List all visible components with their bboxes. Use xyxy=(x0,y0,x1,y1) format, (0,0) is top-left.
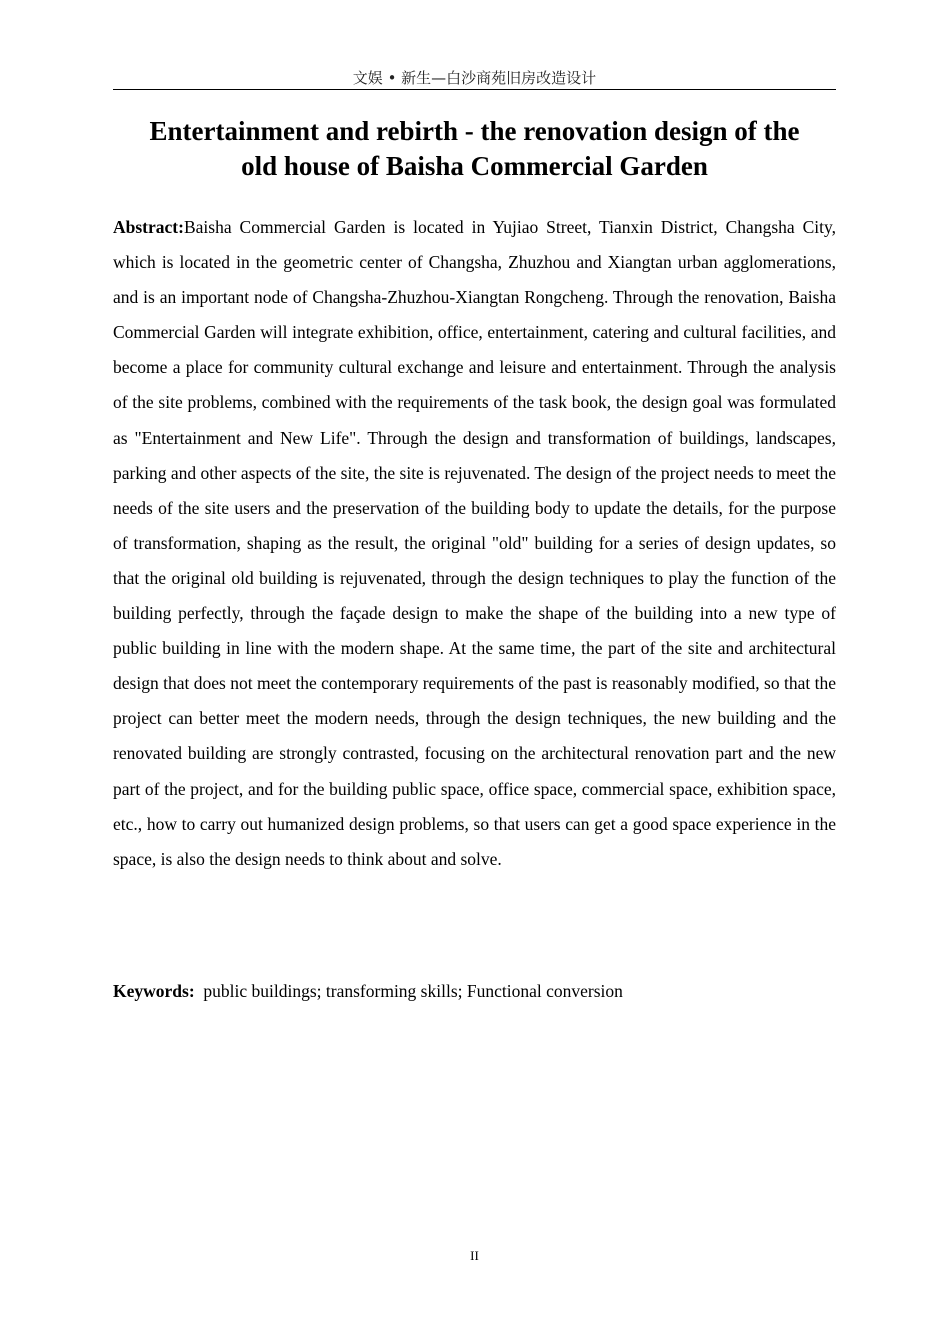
paper-title-line-1: Entertainment and rebirth - the renovation design of the xyxy=(149,116,800,146)
page-number: II xyxy=(470,1248,479,1263)
abstract-label: Abstract: xyxy=(113,217,184,237)
keywords-paragraph xyxy=(113,977,836,1005)
header-divider xyxy=(113,89,836,90)
paper-title-line-2: old house of Baisha Commercial Garden xyxy=(241,151,708,181)
running-header: 文娱 • 新生—白沙商苑旧房改造设计 xyxy=(352,69,597,87)
abstract-text: Baisha Commercial Garden is located in Yujiao Street, Tianxin District, Changsha City, which is located in the geometric center of Changsha, Zhuzhou and Xiangtan urban agglomerations, and is an important node of Changsha-Zhuzhou-Xiangtan Rongcheng. Through the renovation, Baisha Commercial Garden will integrate exhibition, office, entertainment, catering and cultural facilities, and become a place for community cultural exchange and leisure and entertainment. Through the analysis of the site problems, combined with the requirements of the task book, the design goal was formulated as "Entertainment and New Life". Through the design and transformation of buildings, landscapes, parking and other aspects of the site, the site is rejuvenated. The design of the project needs to meet the needs of the site users and the preservation of the building body to update the details, for the purpose of transformation, shaping as the result, the original "old" building for a series of design updates, so that the original old building is rejuvenated, through the design techniques to play the function of the building perfectly, through the façade design to make the shape of the building into a new type of public building in line with the modern shape. At the same time, the part of the site and architectural design that does not meet the contemporary requirements of the past is reasonably modified, so that the project can better meet the modern needs, through the design techniques, the new building and the renovated building are strongly contrasted, focusing on the architectural renovation part and the new part of the project, and for the building public space, office space, commercial space, exhibition space, etc., how to carry out humanized design problems, so that users can get a good space experience in the space, is also the design needs to think about and solve. xyxy=(113,217,836,869)
paper-title xyxy=(113,114,836,184)
keywords-label: Keywords: xyxy=(113,981,195,1001)
abstract-paragraph xyxy=(113,210,836,877)
keywords-text: public buildings; transforming skills; Functional conversion xyxy=(203,981,623,1001)
